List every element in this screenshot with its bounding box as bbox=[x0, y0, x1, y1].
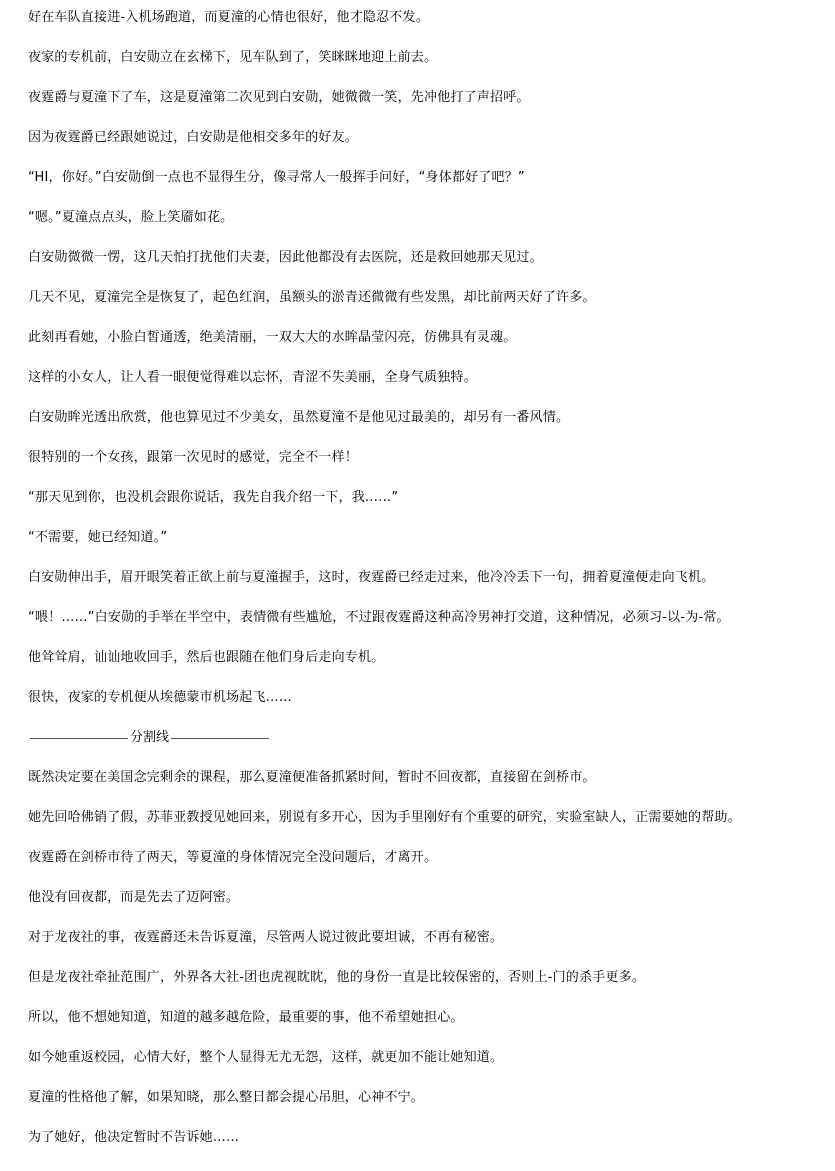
divider-rule-left bbox=[30, 738, 128, 739]
paragraph: 为了她好，他决定暂时不告诉她…… bbox=[28, 1130, 240, 1145]
paragraph: 所以，他不想她知道，知道的越多越危险，最重要的事，他不希望她担心。 bbox=[28, 1010, 464, 1025]
paragraph: 因为夜霆爵已经跟她说过，白安勋是他相交多年的好友。 bbox=[28, 130, 359, 145]
paragraph: 好在车队直接进-入机场跑道，而夏潼的心情也很好，他才隐忍不发。 bbox=[28, 10, 429, 25]
paragraph: 很特别的一个女孩，跟第一次见时的感觉，完全不一样！ bbox=[28, 450, 359, 465]
paragraph: 很快，夜家的专机便从埃德蒙市机场起飞…… bbox=[28, 690, 293, 705]
paragraph: “不需要，她已经知道。” bbox=[28, 530, 168, 545]
paragraph: 她先回哈佛销了假，苏菲亚教授见她回来，别说有多开心，因为手里刚好有个重要的研究，实验室缺人，正需要她的帮助。 bbox=[28, 810, 741, 825]
paragraph: 他耸耸肩，讪讪地收回手，然后也跟随在他们身后走向专机。 bbox=[28, 650, 385, 665]
article-body bbox=[28, 8, 828, 1168]
paragraph: “嗯。”夏潼点点头，脸上笑靥如花。 bbox=[28, 210, 234, 225]
paragraph: “那天见到你，也没机会跟你说话，我先自我介绍一下，我……” bbox=[28, 490, 399, 505]
paragraph: 夜家的专机前，白安勋立在玄梯下，见车队到了，笑眯眯地迎上前去。 bbox=[28, 50, 438, 65]
paragraph: 他没有回夜都，而是先去了迈阿密。 bbox=[28, 890, 240, 905]
paragraph: 夜霆爵在剑桥市待了两天，等夏潼的身体情况完全没问题后，才离开。 bbox=[28, 850, 438, 865]
paragraph: 对于龙夜社的事，夜霆爵还未告诉夏潼，尽管两人说过彼此要坦诚，不再有秘密。 bbox=[28, 930, 504, 945]
paragraph: 但是龙夜社牵扯范围广，外界各大社-团也虎视眈眈，他的身份一直是比较保密的，否则上-门的杀手更多。 bbox=[28, 970, 645, 985]
paragraph: 白安勋伸出手，眉开眼笑着正欲上前与夏潼握手，这时，夜霆爵已经走过来，他冷冷丢下一句，拥着夏潼便走向飞机。 bbox=[28, 570, 715, 585]
divider-rule-right bbox=[171, 738, 269, 739]
paragraph: 几天不见，夏潼完全是恢复了，起色红润，虽额头的淤青还微微有些发黑，却比前两天好了许多。 bbox=[28, 290, 596, 305]
paragraph: 夏潼的性格他了解，如果知晓，那么整日都会提心吊胆，心神不宁。 bbox=[28, 1090, 425, 1105]
divider-label: 分割线 bbox=[130, 730, 170, 745]
paragraph: 既然决定要在美国念完剩余的课程，那么夏潼便准备抓紧时间，暂时不回夜都，直接留在剑桥市。 bbox=[28, 770, 596, 785]
paragraph: 夜霆爵与夏潼下了车，这是夏潼第二次见到白安勋，她微微一笑，先冲他打了声招呼。 bbox=[28, 90, 530, 105]
paragraph: “HI，你好。”白安勋倒一点也不显得生分，像寻常人一般挥手问好，“身体都好了吧？” bbox=[28, 170, 525, 185]
paragraph: 白安勋眸光透出欣赏，他也算见过不少美女，虽然夏潼不是他见过最美的，却另有一番风情。 bbox=[28, 410, 570, 425]
paragraph: “喂！……”白安勋的手举在半空中，表情微有些尴尬，不过跟夜霆爵这种高冷男神打交道，这种情况，必须习-以-为-常。 bbox=[28, 610, 730, 625]
paragraph: 白安勋微微一愣，这几天怕打扰他们夫妻，因此他都没有去医院，还是救回她那天见过。 bbox=[28, 250, 543, 265]
section-divider bbox=[28, 728, 828, 748]
paragraph: 这样的小女人，让人看一眼便觉得难以忘怀，青涩不失美丽，全身气质独特。 bbox=[28, 370, 477, 385]
paragraph: 如今她重返校园，心情大好，整个人显得无尤无怨，这样，就更加不能让她知道。 bbox=[28, 1050, 504, 1065]
paragraph: 此刻再看她，小脸白皙通透，绝美清丽，一双大大的水眸晶莹闪亮，仿佛具有灵魂。 bbox=[28, 330, 517, 345]
